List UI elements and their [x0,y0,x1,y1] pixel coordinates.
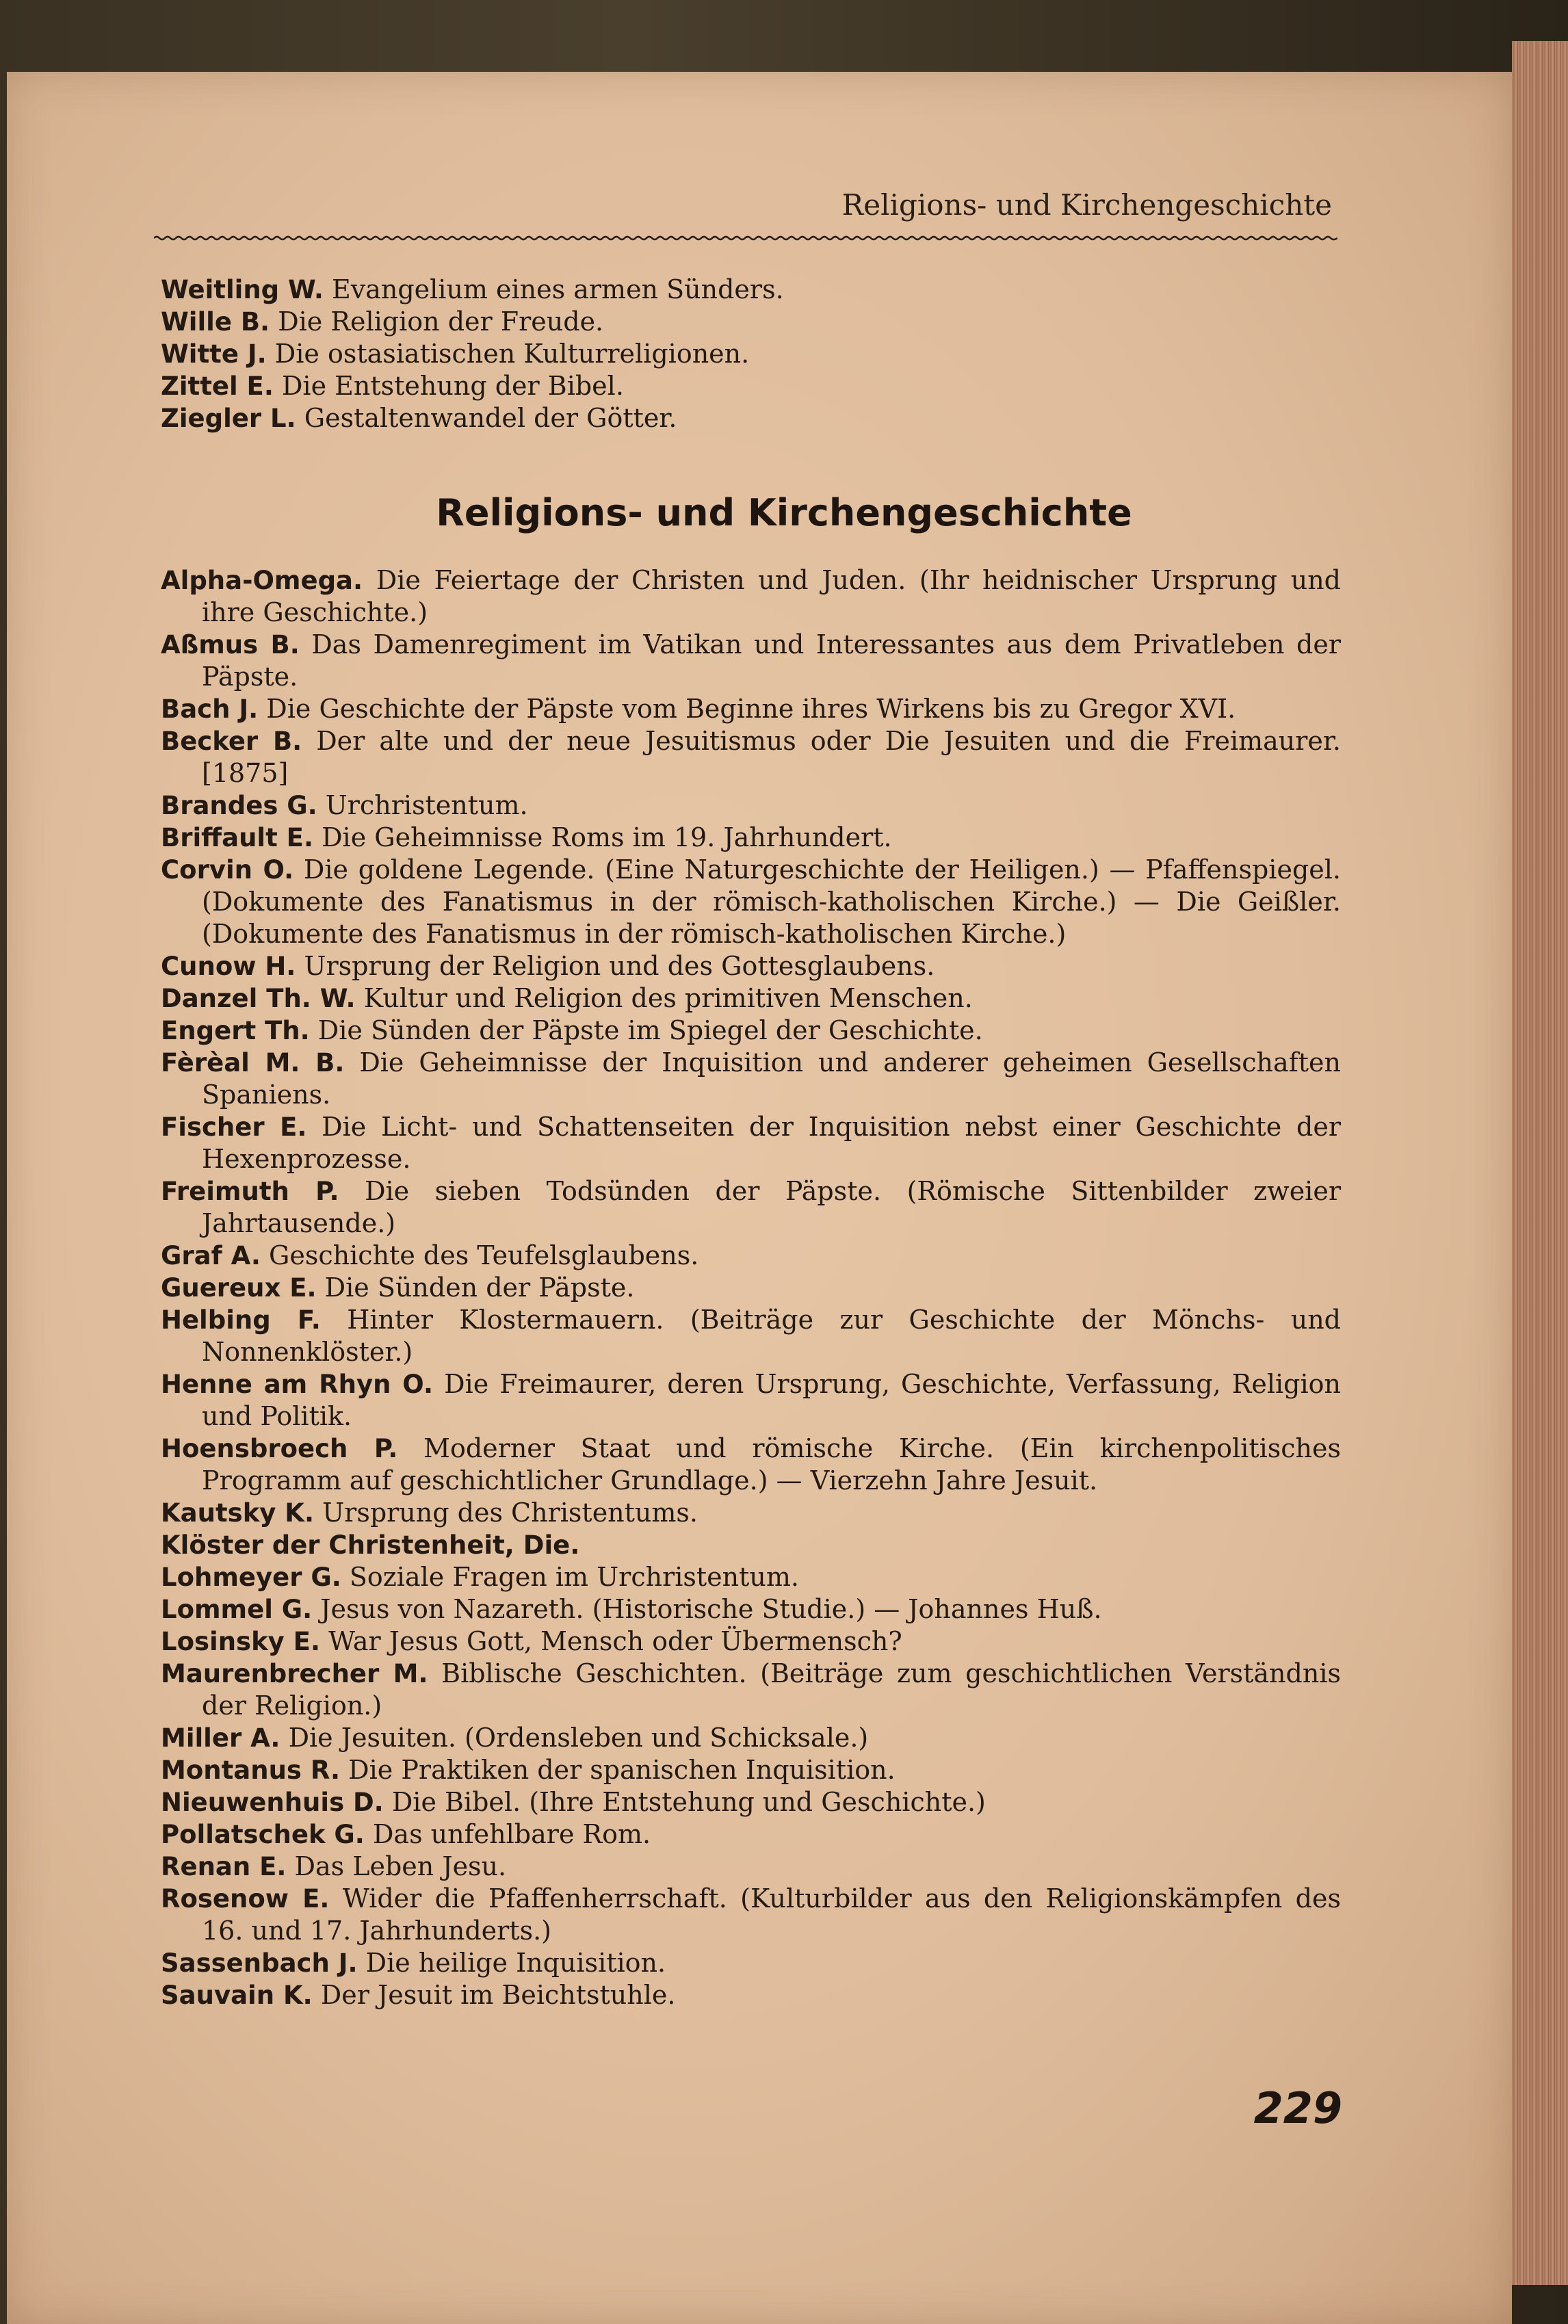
entry-author: Pollatschek G. [161,1820,365,1849]
list-item [161,402,1341,434]
entry-title: Wider die Pfaffenherrschaft. (Kulturbilder aus den Religionskämpfen des 16. und 17. Jahrhunderts.) [202,1883,1341,1946]
entry-author: Renan E. [161,1852,287,1881]
entry-author: Aßmus B. [161,630,300,660]
page-number: 229 [1253,2083,1342,2133]
entry-author: Corvin O. [161,855,294,885]
entry-title: Die Entstehung der Bibel. [281,371,624,401]
list-item [161,1304,1341,1368]
list-item [161,1111,1341,1175]
list-item [161,1786,1341,1818]
entry-author: Lohmeyer G. [161,1563,341,1592]
entry-title: Moderner Staat und römische Kirche. (Ein kirchenpolitisches Programm auf geschichtlicher Grundlage.) — Vierzehn Jahre Jesuit. [202,1433,1341,1496]
entry-author: Cunow H. [161,952,296,981]
entry-title: Der alte und der neue Jesuitismus oder Die Jesuiten und die Freimaurer. [1875] [202,726,1341,788]
wavy-rule [154,234,1337,241]
entry-author: Henne am Rhyn O. [161,1370,433,1399]
entry-title: Die Geheimnisse Roms im 19. Jahrhundert. [322,822,892,852]
entry-author: Fischer E. [161,1112,307,1142]
entry-title: Die Jesuiten. (Ordensleben und Schicksale.) [288,1723,869,1753]
list-item [161,1626,1341,1658]
entry-title: Ursprung des Christentums. [322,1498,698,1528]
list-item [161,1368,1341,1433]
entry-title: Soziale Fragen im Urchristentum. [349,1562,799,1592]
list-item [161,1047,1341,1111]
list-item [161,370,1341,402]
entry-author: Nieuwenhuis D. [161,1788,384,1817]
entry-title: Geschichte des Teufelsglaubens. [269,1240,699,1270]
top-entry-list [161,274,1341,434]
entry-author: Hoensbroech P. [161,1434,398,1463]
entry-list [161,564,1341,2011]
entry-author: Alpha-Omega. [161,566,363,595]
entry-author: Engert Th. [161,1016,310,1045]
entry-title: Die Sünden der Päpste im Spiegel der Geschichte. [317,1015,983,1045]
list-item [161,789,1341,822]
entry-title: Die Religion der Freude. [278,306,604,337]
entry-title: War Jesus Gott, Mensch oder Übermensch? [328,1626,902,1656]
entry-title: Die Bibel. (Ihre Entstehung und Geschichte.) [391,1787,986,1817]
list-item [161,1272,1341,1304]
list-item [161,1240,1341,1272]
entry-author: Lommel G. [161,1595,313,1624]
entry-author: Klöster der Christenheit, Die. [161,1530,580,1560]
entry-title: Die ostasiatischen Kulturreligionen. [274,339,750,369]
entry-author: Ziegler L. [161,404,296,433]
entry-title: Die heilige Inquisition. [365,1948,666,1978]
list-item [161,274,1341,306]
list-item [161,1947,1341,1979]
entry-title: Gestaltenwandel der Götter. [304,403,677,433]
list-item [161,1433,1341,1497]
list-item [161,982,1341,1015]
list-item [161,822,1341,854]
entry-title: Das unfehlbare Rom. [372,1819,651,1849]
entry-author: Becker B. [161,727,302,756]
entry-title: Die goldene Legende. (Eine Naturgeschichte der Heiligen.) — Pfaffenspiegel. (Dokumente des Fanatismus in der römisch-katholischen Kirche.) — Die Geißler. (Dokumente des Fanatismus in der römisch-katholischen Kirche.) [202,854,1341,949]
entry-author: Zittel E. [161,371,274,401]
list-item [161,1561,1341,1593]
entry-author: Helbing F. [161,1305,321,1335]
list-item [161,629,1341,693]
entry-author: Maurenbrecher M. [161,1659,428,1688]
entry-author: Bach J. [161,694,259,724]
entry-title: Urchristentum. [325,790,528,820]
entry-title: Evangelium eines armen Sünders. [331,274,784,304]
entry-author: Brandes G. [161,791,317,820]
entry-title: Die sieben Todsünden der Päpste. (Römische Sittenbilder zweier Jahrtausende.) [202,1176,1341,1238]
entry-title: Biblische Geschichten. (Beiträge zum geschichtlichen Verständnis der Religion.) [202,1658,1341,1721]
entry-author: Montanus R. [161,1755,341,1785]
entry-title: Kultur und Religion des primitiven Menschen. [363,983,973,1013]
entry-title: Die Feiertage der Christen und Juden. (Ihr heidnischer Ursprung und ihre Geschichte.) [202,565,1341,627]
entry-title: Das Damenregiment im Vatikan und Interessantes aus dem Privatleben der Päpste. [202,629,1341,692]
entry-title: Das Leben Jesu. [294,1851,507,1881]
list-item [161,1529,1341,1561]
list-item [161,1979,1341,2011]
entry-author: Graf A. [161,1241,261,1270]
entry-title: Die Sünden der Päpste. [324,1272,635,1303]
entry-title: Die Praktiken der spanischen Inquisition. [348,1755,896,1785]
list-item [161,338,1341,370]
entry-title: Der Jesuit im Beichtstuhle. [320,1980,676,2010]
entry-title: Hinter Klostermauern. (Beiträge zur Geschichte der Mönchs- und Nonnenklöster.) [202,1305,1341,1367]
entry-author: Kautsky K. [161,1498,315,1528]
list-item [161,725,1341,789]
list-item [161,1851,1341,1883]
entry-title: Die Freimaurer, deren Ursprung, Geschichte, Verfassung, Religion und Politik. [202,1369,1341,1431]
entry-author: Sauvain K. [161,1981,313,2010]
entry-title: Die Licht- und Schattenseiten der Inquisition nebst einer Geschichte der Hexenprozesse. [202,1112,1341,1174]
list-item [161,854,1341,950]
list-item [161,1593,1341,1626]
list-item [161,1015,1341,1047]
entry-title: Jesus von Nazareth. (Historische Studie.) — Johannes Huß. [320,1594,1102,1624]
entry-author: Witte J. [161,339,267,369]
entry-author: Losinsky E. [161,1627,321,1656]
entry-title: Ursprung der Religion und des Gottesglaubens. [304,951,935,981]
entry-author: Guereux E. [161,1273,317,1303]
section-title: Religions- und Kirchengeschichte [436,491,1132,534]
list-item [161,693,1341,725]
list-item [161,1818,1341,1851]
entry-author: Miller A. [161,1723,280,1753]
entry-author: Fèrèal M. B. [161,1048,345,1078]
list-item [161,1658,1341,1722]
list-item [161,1722,1341,1754]
entry-author: Wille B. [161,307,270,337]
entry-author: Rosenow E. [161,1884,330,1914]
entry-author: Weitling W. [161,275,324,304]
list-item [161,1754,1341,1786]
running-header: Religions- und Kirchengeschichte [841,188,1332,222]
list-item [161,306,1341,338]
entry-author: Freimuth P. [161,1177,339,1206]
page-edges [1512,41,1568,2285]
entry-title: Die Geheimnisse der Inquisition und anderer geheimen Gesellschaften Spaniens. [202,1047,1341,1110]
list-item [161,1497,1341,1529]
entry-author: Sassenbach J. [161,1948,358,1978]
list-item [161,1175,1341,1240]
entry-title: Die Geschichte der Päpste vom Beginne ihres Wirkens bis zu Gregor XVI. [266,694,1236,724]
entry-author: Briffault E. [161,823,313,852]
list-item [161,950,1341,982]
list-item [161,564,1341,629]
entry-author: Danzel Th. W. [161,984,356,1013]
list-item [161,1883,1341,1947]
